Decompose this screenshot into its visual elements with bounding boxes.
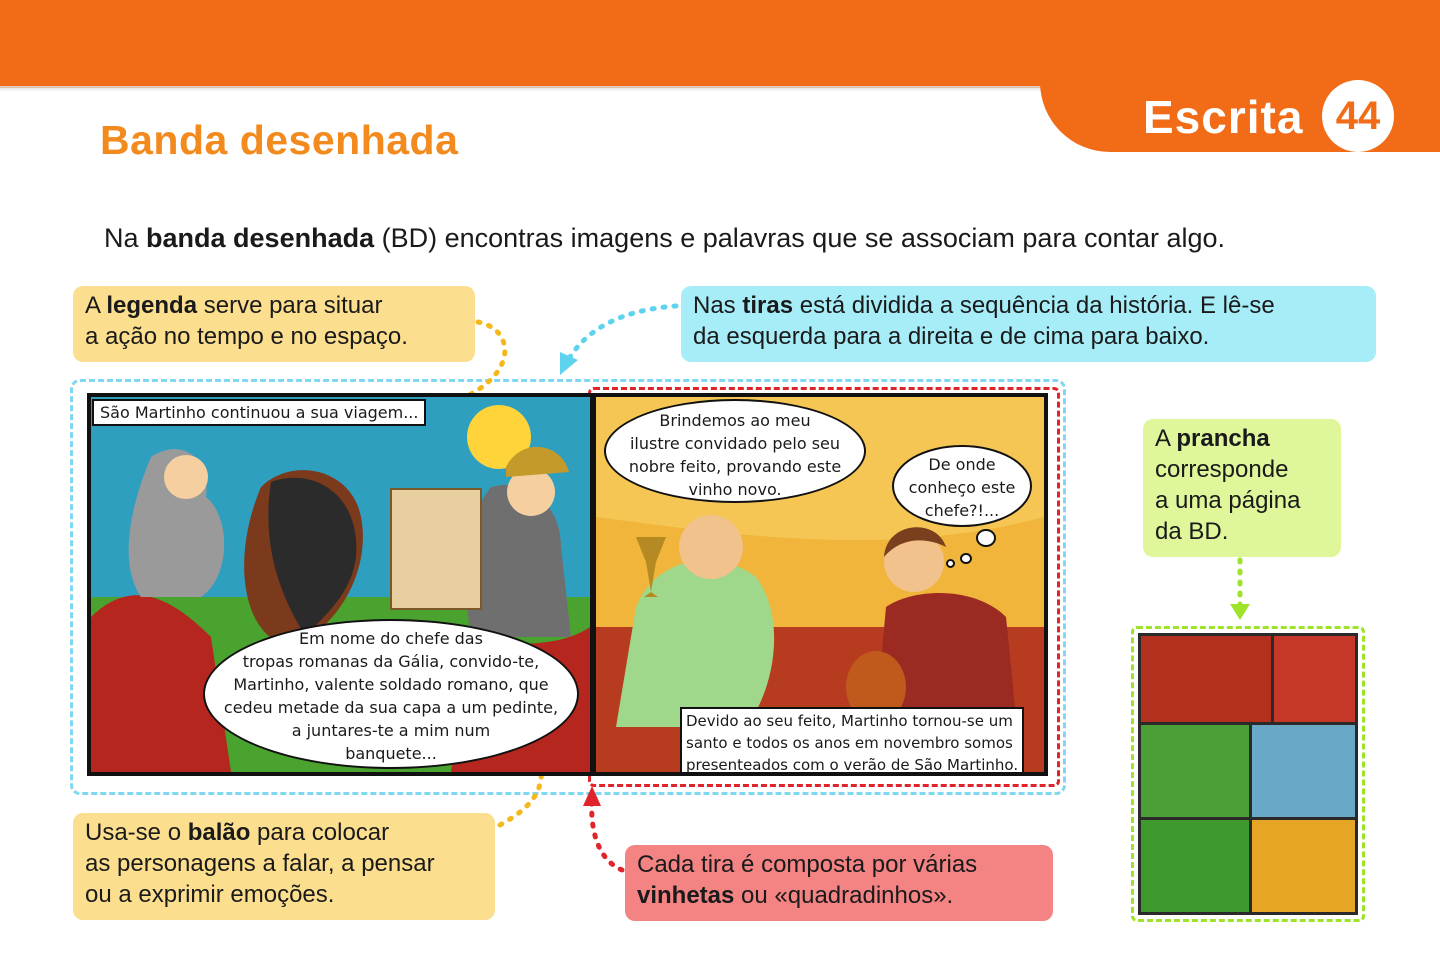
thought-bubble-small [976, 529, 996, 547]
host-head [679, 515, 743, 579]
prancha-arrowhead [1230, 604, 1250, 620]
thought-bubble-dot [946, 559, 955, 568]
thumb-panel [1141, 725, 1249, 817]
thumb-panel [1141, 636, 1271, 722]
thought-bubble-tiny [960, 553, 972, 564]
panel-2-balloon: Brindemos ao meu ilustre convidado pelo seu nobre feito, provando este vinho novo. [604, 399, 866, 503]
comic-panel-1 [87, 393, 594, 776]
scroll [391, 489, 481, 609]
section-number: 44 [1322, 80, 1394, 152]
section-label: Escrita [1143, 91, 1304, 143]
page-title: Banda desenhada [100, 117, 459, 163]
thumb-panel [1274, 636, 1355, 722]
panel-1-balloon: Em nome do chefe das tropas romanas da Gália, convido-te, Martinho, valente soldado romano, que cedeu metade da sua capa a um pedinte, a juntares-te a mim num banquete... [203, 619, 579, 769]
panel-2-caption: Devido ao seu feito, Martinho tornou-se um santo e todos os anos em novembro somos presenteados com o verão de São Martinho. [680, 707, 1024, 776]
soldier-left-face [164, 455, 208, 499]
panel-2-thought: De onde conheço este chefe?!... [892, 445, 1032, 527]
thumb-panel [1252, 725, 1355, 817]
vinhetas-callout: Cada tira é composta por várias vinhetas ou «quadradinhos». [625, 845, 1053, 921]
tiras-connector [567, 306, 676, 362]
intro-text: Na banda desenhada (BD) encontras imagens e palavras que se associam para contar algo. [104, 223, 1226, 253]
panel-1-caption: São Martinho continuou a sua viagem... [92, 399, 426, 426]
tiras-callout: Nas tiras está dividida a sequência da história. E lê-se da esquerda para a direita e de cima para baixo. [681, 286, 1376, 362]
vinhetas-arrowhead [583, 786, 601, 806]
prancha-callout: A prancha corresponde a uma página da BD. [1143, 419, 1341, 557]
legenda-callout: A legenda serve para situar a ação no tempo e no espaço. [73, 286, 475, 362]
balao-callout: Usa-se o balão para colocar as personagens a falar, a pensar ou a exprimir emoções. [73, 813, 495, 920]
thumb-panel [1252, 820, 1355, 912]
vinhetas-connector [592, 800, 622, 870]
prancha-thumbnail [1138, 633, 1358, 915]
thumb-panel [1141, 820, 1249, 912]
comic-panel-2 [592, 393, 1048, 776]
